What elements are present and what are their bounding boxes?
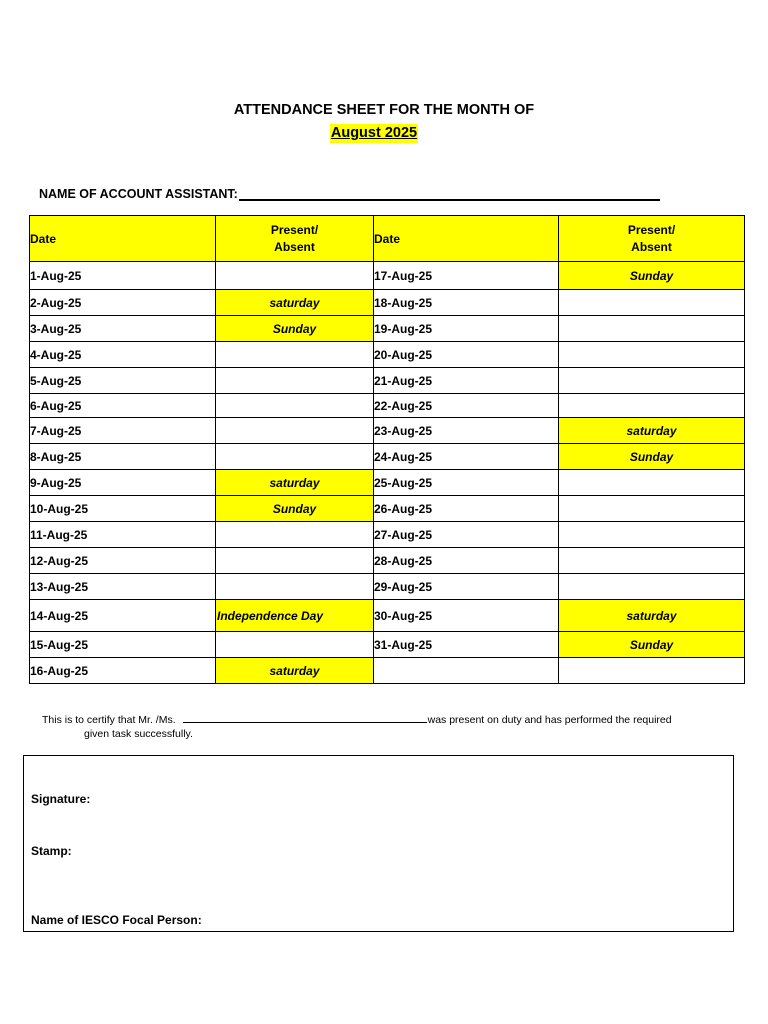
month-heading-wrap <box>0 124 748 143</box>
status-cell[interactable] <box>559 658 745 684</box>
table-row <box>30 444 745 470</box>
table-row <box>30 342 745 368</box>
status-cell[interactable] <box>559 342 745 368</box>
absent-header-line2: Absent <box>274 239 315 254</box>
status-cell[interactable]: saturday <box>559 418 745 444</box>
date-cell: 24-Aug-25 <box>374 444 559 470</box>
date-cell: 18-Aug-25 <box>374 290 559 316</box>
table-row <box>30 600 745 632</box>
table-header-row <box>30 216 745 262</box>
status-cell[interactable] <box>216 444 374 470</box>
table-row <box>30 658 745 684</box>
certification-line2: given task successfully. <box>84 728 193 740</box>
table-row <box>30 574 745 600</box>
present-absent-header-right <box>559 216 745 262</box>
status-cell[interactable]: Independence Day <box>216 600 374 632</box>
table-row <box>30 316 745 342</box>
date-cell <box>374 658 559 684</box>
date-cell: 7-Aug-25 <box>30 418 216 444</box>
status-cell[interactable] <box>559 496 745 522</box>
date-cell: 16-Aug-25 <box>30 658 216 684</box>
date-header-left: Date <box>30 216 216 262</box>
attendance-table <box>29 215 745 684</box>
table-row <box>30 262 745 290</box>
certified-person-name-line[interactable] <box>183 712 427 723</box>
date-cell: 31-Aug-25 <box>374 632 559 658</box>
status-cell[interactable] <box>559 394 745 418</box>
signature-label: Signature: <box>31 792 91 806</box>
date-cell: 17-Aug-25 <box>374 262 559 290</box>
table-row <box>30 522 745 548</box>
account-assistant-name-row <box>39 185 660 201</box>
status-cell[interactable]: saturday <box>216 470 374 496</box>
date-cell: 9-Aug-25 <box>30 470 216 496</box>
status-cell[interactable] <box>216 262 374 290</box>
sheet-title: ATTENDANCE SHEET FOR THE MONTH OF <box>233 102 535 118</box>
date-cell: 25-Aug-25 <box>374 470 559 496</box>
date-cell: 15-Aug-25 <box>30 632 216 658</box>
date-cell: 20-Aug-25 <box>374 342 559 368</box>
date-cell: 28-Aug-25 <box>374 548 559 574</box>
status-cell[interactable] <box>216 368 374 394</box>
date-cell: 29-Aug-25 <box>374 574 559 600</box>
date-cell: 26-Aug-25 <box>374 496 559 522</box>
date-cell: 1-Aug-25 <box>30 262 216 290</box>
status-cell[interactable]: saturday <box>216 290 374 316</box>
status-cell[interactable] <box>216 548 374 574</box>
date-cell: 5-Aug-25 <box>30 368 216 394</box>
table-row <box>30 418 745 444</box>
signature-box <box>23 755 734 932</box>
date-cell: 6-Aug-25 <box>30 394 216 418</box>
status-cell[interactable] <box>559 522 745 548</box>
date-cell: 10-Aug-25 <box>30 496 216 522</box>
present-absent-header-left <box>216 216 374 262</box>
status-cell[interactable]: saturday <box>216 658 374 684</box>
stamp-label: Stamp: <box>31 844 72 858</box>
date-cell: 13-Aug-25 <box>30 574 216 600</box>
status-cell[interactable]: Sunday <box>559 632 745 658</box>
present-header-line1: Present/ <box>270 222 319 237</box>
certification-prefix: This is to certify that Mr. /Ms. <box>42 714 176 726</box>
account-assistant-label: NAME OF ACCOUNT ASSISTANT: <box>39 187 238 201</box>
status-cell[interactable] <box>559 368 745 394</box>
status-cell[interactable]: Sunday <box>216 316 374 342</box>
table-row <box>30 548 745 574</box>
status-cell[interactable] <box>216 394 374 418</box>
date-cell: 21-Aug-25 <box>374 368 559 394</box>
status-cell[interactable] <box>559 470 745 496</box>
account-assistant-name-line[interactable] <box>239 185 660 201</box>
certification-line1 <box>42 712 742 727</box>
date-cell: 30-Aug-25 <box>374 600 559 632</box>
focal-person-label: Name of IESCO Focal Person: <box>31 913 202 927</box>
certification-statement <box>42 712 742 741</box>
date-cell: 14-Aug-25 <box>30 600 216 632</box>
status-cell[interactable] <box>216 632 374 658</box>
status-cell[interactable] <box>216 574 374 600</box>
date-cell: 12-Aug-25 <box>30 548 216 574</box>
status-cell[interactable] <box>559 548 745 574</box>
date-cell: 22-Aug-25 <box>374 394 559 418</box>
status-cell[interactable] <box>559 290 745 316</box>
status-cell[interactable] <box>559 574 745 600</box>
status-cell[interactable]: Sunday <box>559 262 745 290</box>
table-row <box>30 632 745 658</box>
present-header-line1: Present/ <box>627 222 676 237</box>
table-row <box>30 394 745 418</box>
table-row <box>30 368 745 394</box>
date-header-right: Date <box>374 216 559 262</box>
absent-header-line2: Absent <box>631 239 672 254</box>
date-cell: 4-Aug-25 <box>30 342 216 368</box>
date-cell: 11-Aug-25 <box>30 522 216 548</box>
date-cell: 3-Aug-25 <box>30 316 216 342</box>
date-cell: 27-Aug-25 <box>374 522 559 548</box>
status-cell[interactable]: saturday <box>559 600 745 632</box>
month-heading: August 2025 <box>330 125 418 141</box>
date-cell: 23-Aug-25 <box>374 418 559 444</box>
date-cell: 19-Aug-25 <box>374 316 559 342</box>
status-cell[interactable]: Sunday <box>559 444 745 470</box>
status-cell[interactable]: Sunday <box>216 496 374 522</box>
attendance-table-body <box>30 262 745 684</box>
status-cell[interactable] <box>216 418 374 444</box>
status-cell[interactable] <box>216 342 374 368</box>
certification-suffix: was present on duty and has performed the required <box>427 714 672 726</box>
date-cell: 2-Aug-25 <box>30 290 216 316</box>
table-row <box>30 290 745 316</box>
table-row <box>30 470 745 496</box>
status-cell[interactable] <box>216 522 374 548</box>
status-cell[interactable] <box>559 316 745 342</box>
date-cell: 8-Aug-25 <box>30 444 216 470</box>
table-row <box>30 496 745 522</box>
